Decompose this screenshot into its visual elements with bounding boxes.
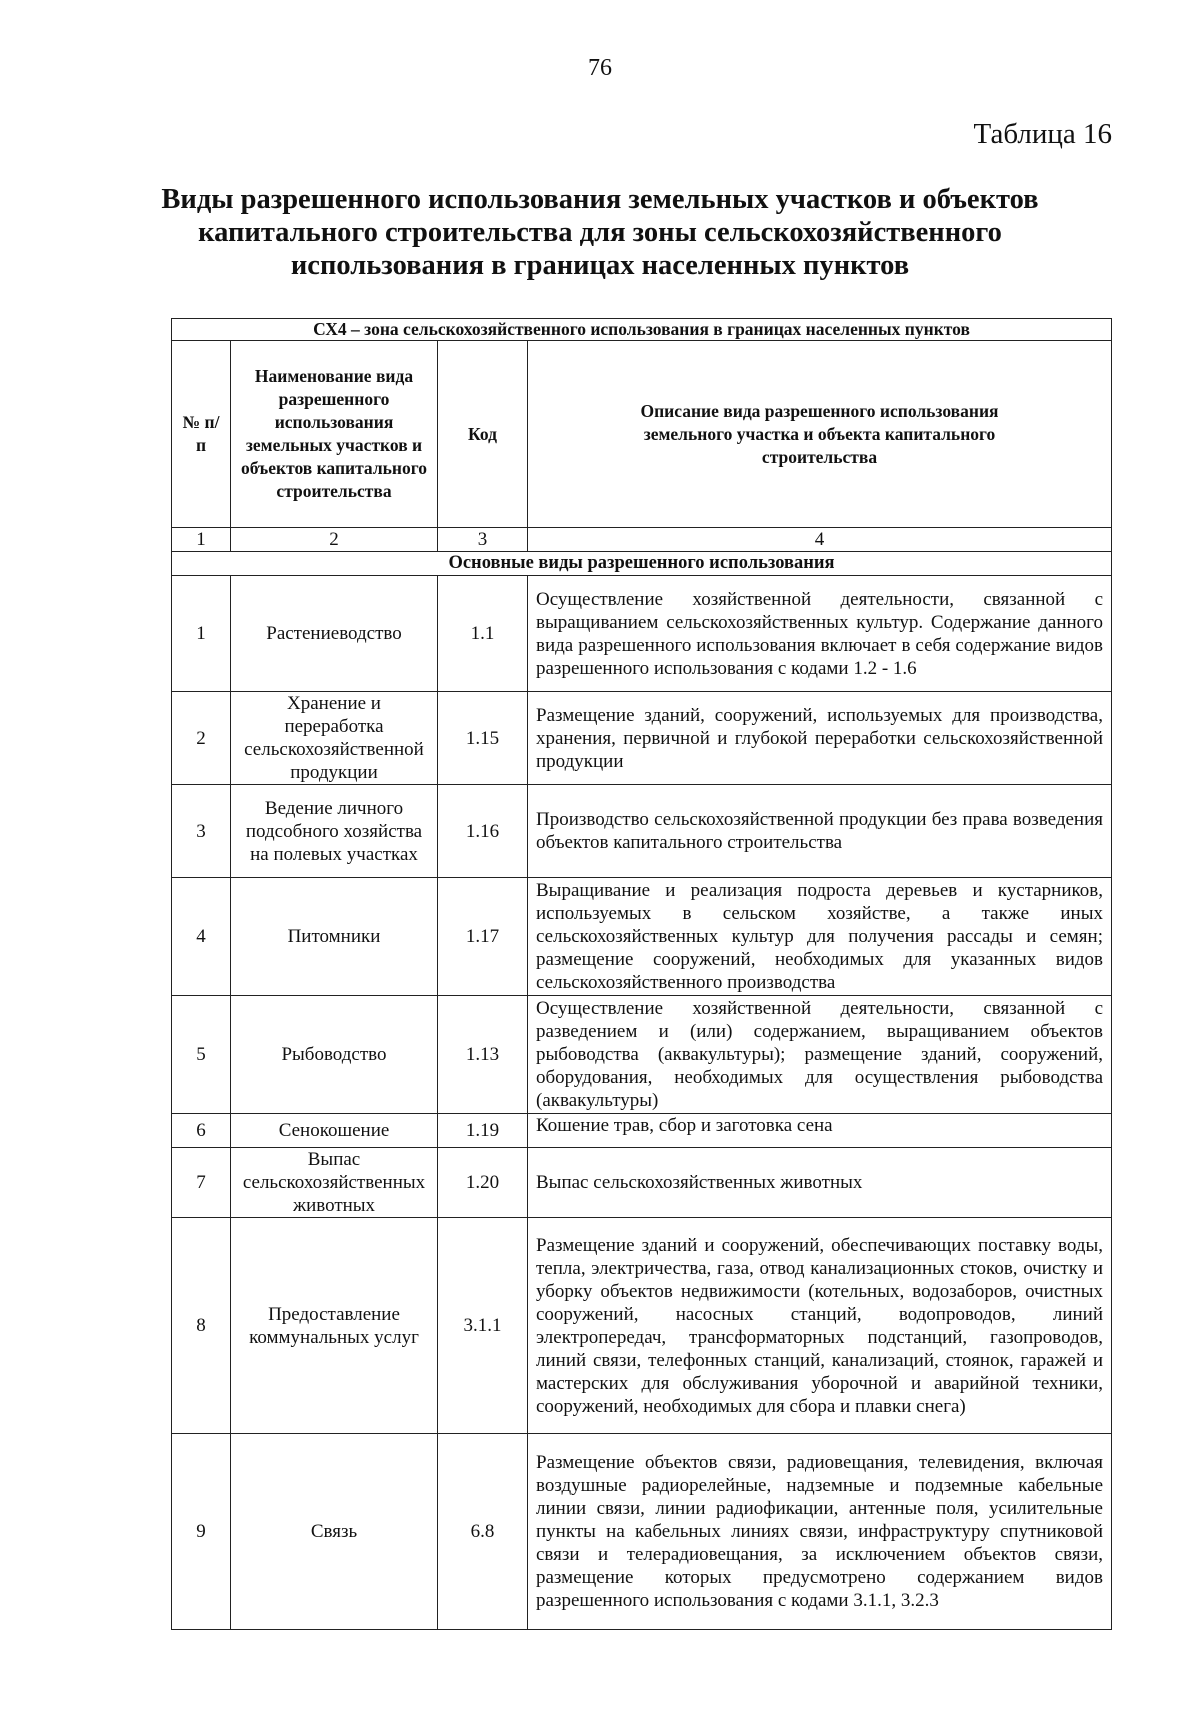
- table-row: [172, 1218, 1112, 1434]
- row-number: 6: [172, 1114, 231, 1148]
- column-number: 4: [528, 528, 1112, 552]
- column-header-num: № п/п: [172, 341, 231, 528]
- table-row: [172, 1114, 1112, 1148]
- use-name: Связь: [231, 1434, 438, 1630]
- use-name: Питомники: [231, 878, 438, 996]
- column-number: 2: [231, 528, 438, 552]
- use-code: 1.19: [438, 1114, 528, 1148]
- zone-header: СХ4 – зона сельскохозяйственного использования в границах населенных пунктов: [172, 319, 1112, 341]
- row-number: 5: [172, 996, 231, 1114]
- table-row: [172, 996, 1112, 1114]
- use-description: Размещение зданий и сооружений, обеспечивающих поставку воды, тепла, электричества, газа, отвод канализационных стоков, очистку и уборку объектов недвижимости (котельных, водозаборов, очистных сооружений, насосных станций, водопроводов, линий электропередач, трансформаторных подстанций, газопроводов, линий связи, телефонных станций, канализаций, стоянок, гаражей и мастерских для обслуживания уборочной и аварийной техники, сооружений, необходимых для сбора и плавки снега): [528, 1218, 1112, 1434]
- use-name: Ведение личного подсобного хозяйства на полевых участках: [231, 785, 438, 878]
- column-header-desc: Описание вида разрешенного использования земельного участка и объекта капитального строительства: [528, 341, 1112, 528]
- column-number: 3: [438, 528, 528, 552]
- use-name: Предоставление коммунальных услуг: [231, 1218, 438, 1434]
- row-number: 8: [172, 1218, 231, 1434]
- row-number: 3: [172, 785, 231, 878]
- table-row: [172, 785, 1112, 878]
- use-code: 1.1: [438, 576, 528, 692]
- title-line: использования в границах населенных пунктов: [290, 250, 910, 281]
- table-row: [172, 878, 1112, 996]
- table-label: Таблица 16: [973, 118, 1112, 150]
- use-description: Выращивание и реализация подроста деревьев и кустарников, используемых в сельском хозяйстве, а также иных сельскохозяйственных культур для получения рассады и семян; размещение сооружений, необходимых для указанных видов сельскохозяйственного производства: [528, 878, 1112, 996]
- use-code: 1.20: [438, 1148, 528, 1218]
- use-code: 3.1.1: [438, 1218, 528, 1434]
- row-number: 7: [172, 1148, 231, 1218]
- document-title: [150, 183, 1050, 282]
- row-number: 4: [172, 878, 231, 996]
- use-description: Осуществление хозяйственной деятельности, связанной с разведением и (или) содержанием, выращиванием объектов рыбоводства (аквакультуры); размещение зданий, сооружений, оборудования, необходимых для осуществления рыбоводства (аквакультуры): [528, 996, 1112, 1114]
- use-description: Осуществление хозяйственной деятельности, связанной с выращиванием сельскохозяйственных культур. Содержание данного вида разрешенного использования включает в себя содержание видов разрешенного использования с кодами 1.2 - 1.6: [528, 576, 1112, 692]
- use-code: 6.8: [438, 1434, 528, 1630]
- row-number: 2: [172, 692, 231, 785]
- use-name: Сенокошение: [231, 1114, 438, 1148]
- use-code: 1.16: [438, 785, 528, 878]
- use-code: 1.15: [438, 692, 528, 785]
- use-name: Выпас сельскохозяйственных животных: [231, 1148, 438, 1218]
- use-name: Растениеводство: [231, 576, 438, 692]
- use-name: Хранение и переработка сельскохозяйственной продукции: [231, 692, 438, 785]
- column-header-row: [172, 341, 1112, 528]
- column-number-row: [172, 528, 1112, 552]
- table-row: [172, 1148, 1112, 1218]
- table-row: [172, 576, 1112, 692]
- use-description: Выпас сельскохозяйственных животных: [528, 1148, 1112, 1218]
- row-number: 1: [172, 576, 231, 692]
- land-use-table: [171, 318, 1112, 1630]
- zone-header-row: [172, 319, 1112, 341]
- column-number: 1: [172, 528, 231, 552]
- title-line: капитального строительства для зоны сельскохозяйственного: [198, 217, 1002, 248]
- table-row: [172, 1434, 1112, 1630]
- section-row: [172, 552, 1112, 576]
- row-number: 9: [172, 1434, 231, 1630]
- use-name: Рыбоводство: [231, 996, 438, 1114]
- table-row: [172, 692, 1112, 785]
- use-description: Размещение зданий, сооружений, используемых для производства, хранения, первичной и глубокой переработки сельскохозяйственной продукции: [528, 692, 1112, 785]
- use-description: Размещение объектов связи, радиовещания, телевидения, включая воздушные радиорелейные, надземные и подземные кабельные линии связи, линии радиофикации, антенные поля, усилительные пункты на кабельных линиях связи, инфраструктуру спутниковой связи и телерадиовещания, за исключением объектов связи, размещение которых предусмотрено содержанием видов разрешенного использования с кодами 3.1.1, 3.2.3: [528, 1434, 1112, 1630]
- page-number: 76: [588, 55, 612, 81]
- column-header-code: Код: [438, 341, 528, 528]
- use-description: Кошение трав, сбор и заготовка сена: [528, 1114, 1112, 1148]
- use-code: 1.13: [438, 996, 528, 1114]
- use-description: Производство сельскохозяйственной продукции без права возведения объектов капитального строительства: [528, 785, 1112, 878]
- column-header-name: Наименование вида разрешенного использования земельных участков и объектов капитального строительства: [231, 341, 438, 528]
- title-line: Виды разрешенного использования земельных участков и объектов: [161, 184, 1039, 215]
- use-code: 1.17: [438, 878, 528, 996]
- section-title: Основные виды разрешенного использования: [172, 552, 1112, 576]
